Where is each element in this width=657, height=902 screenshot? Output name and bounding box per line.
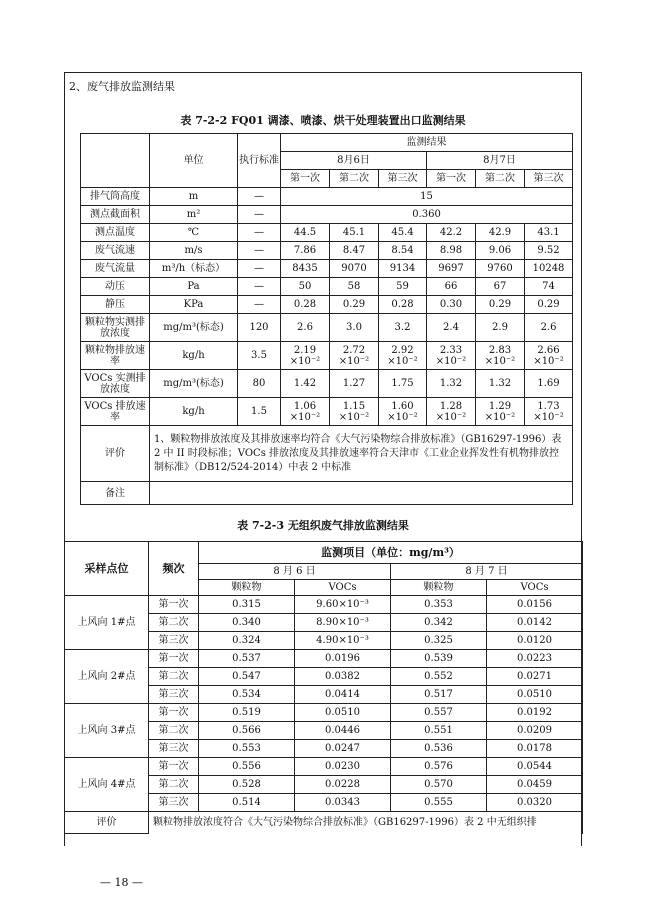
table-row: [81, 296, 573, 314]
t2-point: 上风向 3#点: [65, 704, 149, 758]
t1-value: 2.33 ×10⁻²: [427, 342, 476, 370]
table-row: [81, 342, 573, 370]
t1-header-row: [81, 134, 573, 152]
t2-col-header: VOCs: [487, 580, 583, 596]
table-row: [81, 188, 573, 206]
t1-value: 3.2: [379, 314, 427, 342]
t2-value: 0.0320: [487, 794, 583, 812]
t1-header-std: 执行标准: [238, 134, 281, 188]
t1-value: 1.06 ×10⁻²: [281, 398, 330, 426]
t1-value: 0.29: [525, 296, 573, 314]
t1-row-unit: m: [150, 188, 238, 206]
t1-value: 9697: [427, 260, 476, 278]
t1-value: 58: [330, 278, 379, 296]
t2-header-point: 采样点位: [65, 542, 149, 596]
t1-value: 1.73 ×10⁻²: [525, 398, 573, 426]
t2-freq: 第一次: [149, 758, 199, 776]
t2-value: 0.0459: [487, 776, 583, 794]
table-row: [65, 758, 583, 776]
table2-title: 表 7-2-3 无组织废气排放监测结果: [237, 519, 409, 532]
t1-header-monitor: 监测结果: [281, 134, 573, 152]
t1-row-std: —: [238, 260, 281, 278]
t2-col-header: 颗粒物: [199, 580, 295, 596]
t1-row-label: 废气流速: [81, 242, 150, 260]
t2-value: 0.566: [199, 722, 295, 740]
t1-row-unit: m³/h（标态）: [150, 260, 238, 278]
t2-eval-text: 颗粒物排放浓度符合《大气污染物综合排放标准》（GB16297-1996）表 2 中无组织排: [149, 812, 583, 834]
t2-value: 0.570: [391, 776, 487, 794]
t1-value: 2.72 ×10⁻²: [330, 342, 379, 370]
t2-freq: 第一次: [149, 704, 199, 722]
t1-row-label: 测点温度: [81, 224, 150, 242]
t1-value: 0.30: [427, 296, 476, 314]
t2-freq: 第二次: [149, 668, 199, 686]
t1-row-std: —: [238, 296, 281, 314]
t1-date2: 8月7日: [427, 152, 573, 170]
section-title: 2、废气排放监测结果: [69, 80, 175, 93]
table-row: [65, 596, 583, 614]
t1-row-unit: kg/h: [150, 398, 238, 426]
t1-value: 8.98: [427, 242, 476, 260]
t2-value: 0.0192: [487, 704, 583, 722]
t1-value: 1.27: [330, 370, 379, 398]
t2-point: 上风向 1#点: [65, 596, 149, 650]
t1-value: 2.83 ×10⁻²: [476, 342, 525, 370]
t2-freq: 第三次: [149, 686, 199, 704]
t2-value: 0.340: [199, 614, 295, 632]
t1-value: 1.69: [525, 370, 573, 398]
table-fq01: [80, 133, 573, 505]
t1-row-merged: 15: [281, 188, 573, 206]
t1-eval-label: 评价: [81, 426, 150, 482]
t1-value: 2.6: [281, 314, 330, 342]
t1-row-std: 120: [238, 314, 281, 342]
page-number: — 18 —: [100, 876, 143, 889]
t1-value: 9.06: [476, 242, 525, 260]
t1-value: 43.1: [525, 224, 573, 242]
t1-value: 8435: [281, 260, 330, 278]
t1-value: 2.6: [525, 314, 573, 342]
t1-value: 1.60 ×10⁻²: [379, 398, 427, 426]
t2-value: 9.60×10⁻³: [295, 596, 391, 614]
t2-header-items: 监测项目（单位：mg/m³）: [199, 542, 583, 564]
t2-value: 0.0156: [487, 596, 583, 614]
t1-value: 1.32: [427, 370, 476, 398]
table-row: [81, 314, 573, 342]
t1-row-label: 废气流量: [81, 260, 150, 278]
t1-row-label: VOCs 实测排放浓度: [81, 370, 150, 398]
t2-date1: 8 月 6 日: [199, 564, 391, 580]
t1-value: 50: [281, 278, 330, 296]
t2-value: 0.0271: [487, 668, 583, 686]
t2-value: 0.536: [391, 740, 487, 758]
t2-value: 0.353: [391, 596, 487, 614]
t1-value: 2.9: [476, 314, 525, 342]
table-unorganized: [64, 541, 583, 834]
t1-row-std: —: [238, 224, 281, 242]
t1-row-std: 1.5: [238, 398, 281, 426]
table-row: [81, 224, 573, 242]
t2-value: 0.0223: [487, 650, 583, 668]
t1-value: 74: [525, 278, 573, 296]
t2-freq: 第二次: [149, 776, 199, 794]
t1-value: 9.52: [525, 242, 573, 260]
t1-row-std: 3.5: [238, 342, 281, 370]
t1-value: 44.5: [281, 224, 330, 242]
t2-value: 0.315: [199, 596, 295, 614]
t1-value: 2.19 ×10⁻²: [281, 342, 330, 370]
t1-row-merged: 0.360: [281, 206, 573, 224]
t1-row-label: 颗粒物排放速率: [81, 342, 150, 370]
t1-row-label: VOCs 排放速率: [81, 398, 150, 426]
t2-value: 0.576: [391, 758, 487, 776]
t1-value: 2.92 ×10⁻²: [379, 342, 427, 370]
t1-row-std: —: [238, 206, 281, 224]
t2-value: 0.0142: [487, 614, 583, 632]
t2-value: 0.537: [199, 650, 295, 668]
t2-value: 0.0120: [487, 632, 583, 650]
t1-value: 45.4: [379, 224, 427, 242]
t1-row-unit: mg/m³(标态): [150, 370, 238, 398]
t1-value: 10248: [525, 260, 573, 278]
t2-value: 0.0343: [295, 794, 391, 812]
t2-freq: 第二次: [149, 722, 199, 740]
t1-value: 7.86: [281, 242, 330, 260]
t2-header-freq: 频次: [149, 542, 199, 596]
table-row: [81, 398, 573, 426]
t2-value: 0.553: [199, 740, 295, 758]
t1-value: 45.1: [330, 224, 379, 242]
t1-run-header: 第一次: [281, 170, 330, 188]
t2-value: 0.0382: [295, 668, 391, 686]
t1-corner: [81, 134, 150, 188]
t1-value: 42.9: [476, 224, 525, 242]
t2-value: 4.90×10⁻³: [295, 632, 391, 650]
t1-value: 1.29 ×10⁻²: [476, 398, 525, 426]
t2-value: 0.519: [199, 704, 295, 722]
t1-value: 67: [476, 278, 525, 296]
t2-freq: 第三次: [149, 794, 199, 812]
t1-value: 1.75: [379, 370, 427, 398]
t2-value: 0.555: [391, 794, 487, 812]
t2-freq: 第三次: [149, 632, 199, 650]
t2-value: 0.0228: [295, 776, 391, 794]
t2-value: 0.556: [199, 758, 295, 776]
t1-run-header: 第二次: [476, 170, 525, 188]
t2-value: 0.551: [391, 722, 487, 740]
table-row: [81, 206, 573, 224]
t1-row-std: —: [238, 242, 281, 260]
t1-run-header: 第二次: [330, 170, 379, 188]
t1-row-std: 80: [238, 370, 281, 398]
t2-value: 0.0247: [295, 740, 391, 758]
t1-date1: 8月6日: [281, 152, 427, 170]
t2-value: 0.0446: [295, 722, 391, 740]
t2-value: 8.90×10⁻³: [295, 614, 391, 632]
t2-value: 0.547: [199, 668, 295, 686]
t1-row-std: —: [238, 188, 281, 206]
t1-value: 66: [427, 278, 476, 296]
t1-value: 1.28 ×10⁻²: [427, 398, 476, 426]
t2-value: 0.0544: [487, 758, 583, 776]
t1-value: 59: [379, 278, 427, 296]
t2-value: 0.552: [391, 668, 487, 686]
table-row: [81, 242, 573, 260]
t1-row-label: 排气筒高度: [81, 188, 150, 206]
t2-value: 0.557: [391, 704, 487, 722]
t1-value: 0.28: [281, 296, 330, 314]
t2-value: 0.534: [199, 686, 295, 704]
t1-row-label: 动压: [81, 278, 150, 296]
t1-value: 42.2: [427, 224, 476, 242]
t1-value: 9134: [379, 260, 427, 278]
t1-row-unit: m²: [150, 206, 238, 224]
t1-row-label: 测点截面积: [81, 206, 150, 224]
t1-row-unit: m/s: [150, 242, 238, 260]
t2-point: 上风向 2#点: [65, 650, 149, 704]
t2-col-header: VOCs: [295, 580, 391, 596]
t1-value: 2.4: [427, 314, 476, 342]
t1-note-text: [150, 482, 573, 505]
t1-row-unit: kg/h: [150, 342, 238, 370]
table1-title: 表 7-2-2 FQ01 调漆、喷漆、烘干处理装置出口监测结果: [180, 114, 466, 127]
t2-point: 上风向 4#点: [65, 758, 149, 812]
table-row: [81, 260, 573, 278]
t1-row-unit: KPa: [150, 296, 238, 314]
t1-row-std: —: [238, 278, 281, 296]
t1-value: 0.28: [379, 296, 427, 314]
t1-row-label: 颗粒物实测排放浓度: [81, 314, 150, 342]
t1-value: 2.66 ×10⁻²: [525, 342, 573, 370]
t2-freq: 第一次: [149, 650, 199, 668]
t1-value: 1.32: [476, 370, 525, 398]
t2-value: 0.517: [391, 686, 487, 704]
t1-value: 3.0: [330, 314, 379, 342]
t1-run-header: 第三次: [525, 170, 573, 188]
t1-value: 1.42: [281, 370, 330, 398]
t1-value: 0.29: [476, 296, 525, 314]
t2-value: 0.0510: [295, 704, 391, 722]
t1-row-unit: mg/m³(标态): [150, 314, 238, 342]
t2-value: 0.325: [391, 632, 487, 650]
t2-col-header: 颗粒物: [391, 580, 487, 596]
t1-eval-text: 1、颗粒物排放浓度及其排放速率均符合《大气污染物综合排放标准》（GB16297-1996）表 2 中 II 时段标准；VOCs 排放浓度及其排放速率符合天津市《工业企业挥发性有机物排放控制标准》（DB12/524-2014）中表 2 中标准: [150, 426, 573, 482]
t2-value: 0.514: [199, 794, 295, 812]
t2-value: 0.0230: [295, 758, 391, 776]
table-row: [81, 370, 573, 398]
t2-date2: 8 月 7 日: [391, 564, 583, 580]
t1-row-label: 静压: [81, 296, 150, 314]
table-row: [81, 278, 573, 296]
t2-value: 0.0414: [295, 686, 391, 704]
t1-value: 9070: [330, 260, 379, 278]
t1-value: 8.54: [379, 242, 427, 260]
t2-value: 0.324: [199, 632, 295, 650]
table-row: [65, 704, 583, 722]
t2-eval-label: 评价: [65, 812, 149, 834]
t2-value: 0.0209: [487, 722, 583, 740]
t2-value: 0.528: [199, 776, 295, 794]
t1-run-header: 第三次: [379, 170, 427, 188]
t2-freq: 第一次: [149, 596, 199, 614]
t1-note-label: 备注: [81, 482, 150, 505]
t1-value: 1.15 ×10⁻²: [330, 398, 379, 426]
t1-header-unit: 单位: [150, 134, 238, 188]
t2-value: 0.0196: [295, 650, 391, 668]
table-row: [65, 650, 583, 668]
t1-run-header: 第一次: [427, 170, 476, 188]
t1-row-unit: ℃: [150, 224, 238, 242]
t2-freq: 第三次: [149, 740, 199, 758]
t1-value: 8.47: [330, 242, 379, 260]
t2-value: 0.0178: [487, 740, 583, 758]
t1-row-unit: Pa: [150, 278, 238, 296]
t2-value: 0.342: [391, 614, 487, 632]
t2-value: 0.0510: [487, 686, 583, 704]
t1-value: 9760: [476, 260, 525, 278]
t2-value: 0.539: [391, 650, 487, 668]
t1-value: 0.29: [330, 296, 379, 314]
t2-freq: 第二次: [149, 614, 199, 632]
